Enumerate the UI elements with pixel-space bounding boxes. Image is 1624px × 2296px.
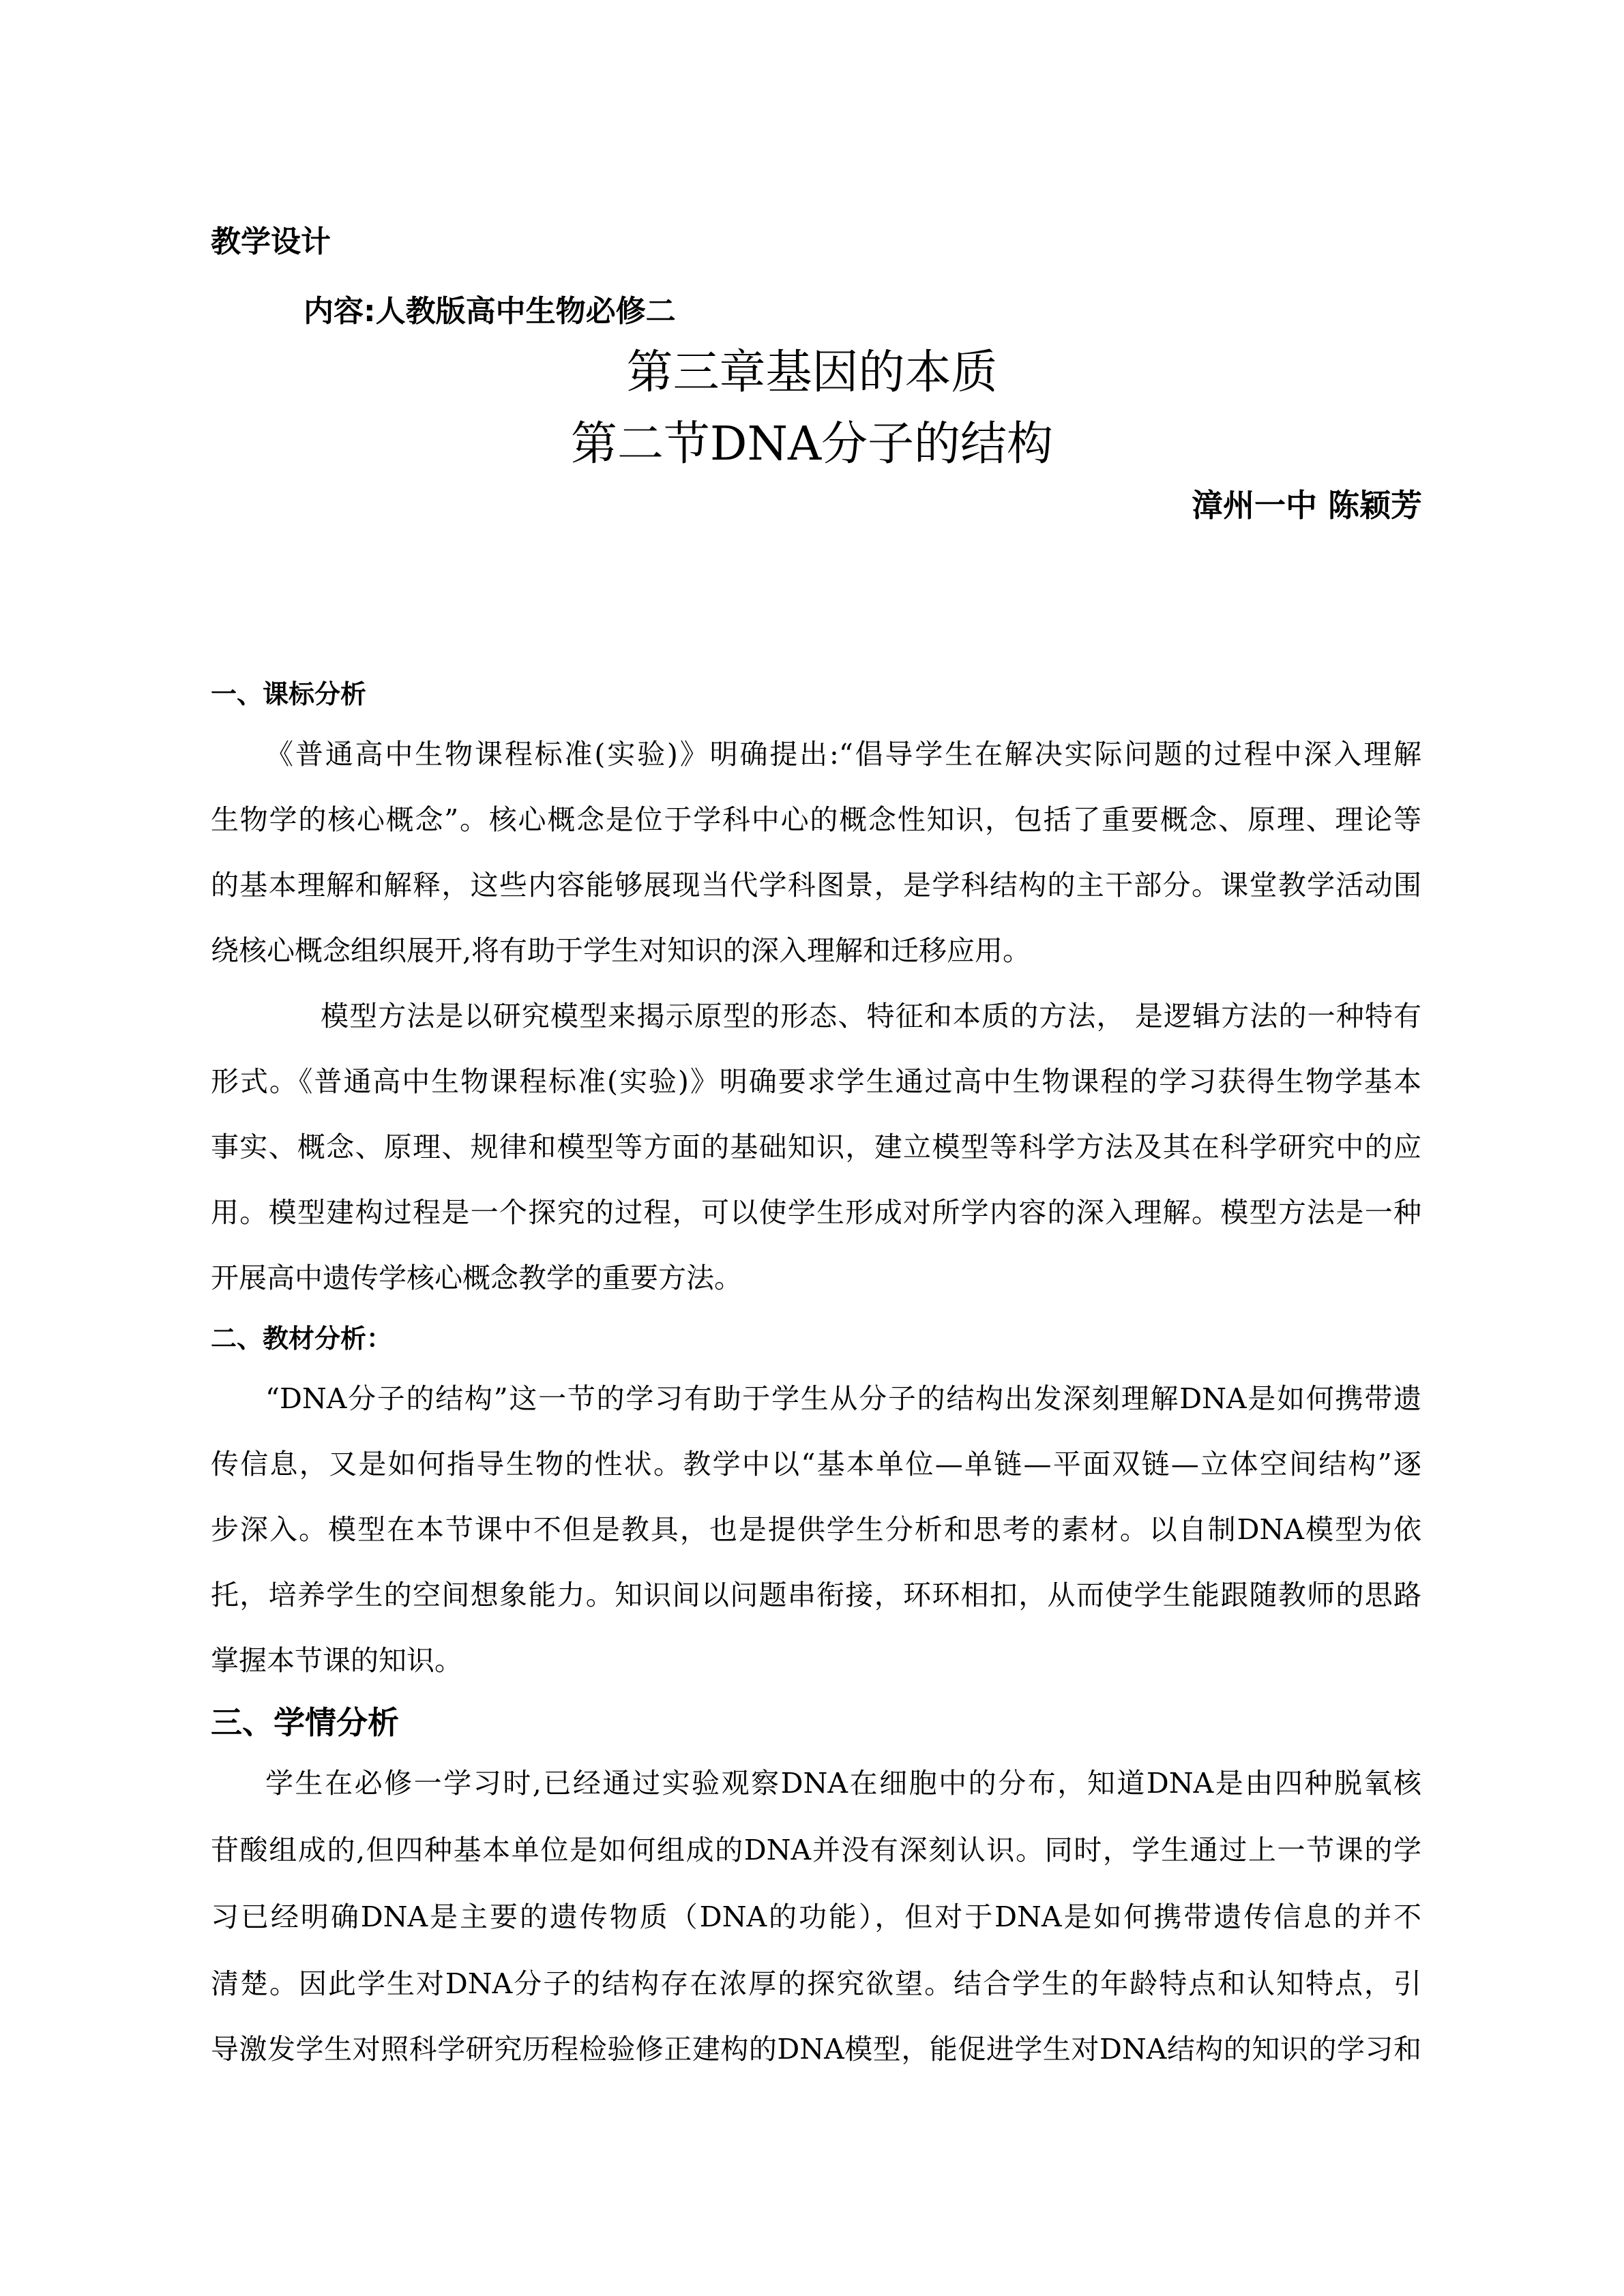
paragraph-line: 形式。《普通高中生物课程标准(实验)》明确要求学生通过高中生物课程的学习获得生物学基本 xyxy=(211,1065,1421,1098)
author-line: 漳州一中 陈颖芳 xyxy=(1191,487,1422,524)
content-line: 内容:人教版高中生物必修二 xyxy=(304,294,676,329)
paragraph-line: 传信息，又是如何指导生物的性状。教学中以“基本单位—单链—平面双链—立体空间结构”逐 xyxy=(211,1448,1421,1480)
paragraph-line: 生物学的核心概念”。核心概念是位于学科中心的概念性知识，包括了重要概念、原理、理论等 xyxy=(211,803,1421,836)
paragraph-line: 习已经明确DNA是主要的遗传物质（DNA的功能），但对于DNA是如何携带遗传信息的并不 xyxy=(211,1900,1421,1933)
paragraph-line: 模型方法是以研究模型来揭示原型的形态、特征和本质的方法， 是逻辑方法的一种特有 xyxy=(321,1000,1421,1032)
section-heading: 三、学情分析 xyxy=(211,1704,399,1741)
paragraph-line: 开展高中遗传学核心概念教学的重要方法。 xyxy=(211,1262,742,1294)
paragraph-line: 托，培养学生的空间想象能力。知识间以问题串衔接，环环相扣，从而使学生能跟随教师的思路 xyxy=(211,1579,1421,1611)
paragraph-line: 事实、概念、原理、规律和模型等方面的基础知识，建立模型等科学方法及其在科学研究中的应 xyxy=(211,1131,1421,1163)
document-label: 教学设计 xyxy=(211,224,331,259)
paragraph-line: 的基本理解和解释，这些内容能够展现当代学科图景，是学科结构的主干部分。课堂教学活动围 xyxy=(211,869,1421,901)
paragraph-line: 清楚。因此学生对DNA分子的结构存在浓厚的探究欲望。结合学生的年龄特点和认知特点，引 xyxy=(211,1967,1421,2000)
section-heading: 二、教材分析： xyxy=(211,1324,393,1354)
paragraph-line: “DNA分子的结构”这一节的学习有助于学生从分子的结构出发深刻理解DNA是如何携带遗 xyxy=(265,1382,1421,1415)
paragraph-line: 掌握本节课的知识。 xyxy=(211,1644,462,1677)
section-title: 第二节DNA分子的结构 xyxy=(570,417,1054,471)
paragraph-line: 用。模型建构过程是一个探究的过程，可以使学生形成对所学内容的深入理解。模型方法是一种 xyxy=(211,1196,1421,1229)
paragraph-line: 苷酸组成的,但四种基本单位是如何组成的DNA并没有深刻认识。同时，学生通过上一节课的学 xyxy=(211,1834,1421,1866)
chapter-title: 第三章基因的本质 xyxy=(626,346,998,400)
paragraph-line: 绕核心概念组织展开,将有助于学生对知识的深入理解和迁移应用。 xyxy=(211,934,1031,967)
paragraph-line: 《普通高中生物课程标准(实验)》明确提出:“倡导学生在解决实际问题的过程中深入理解 xyxy=(265,738,1421,771)
section-heading: 一、课标分析 xyxy=(211,679,367,709)
paragraph-line: 导激发学生对照科学研究历程检验修正建构的DNA模型，能促进学生对DNA结构的知识的学习和 xyxy=(211,2033,1421,2066)
paragraph-line: 学生在必修一学习时,已经通过实验观察DNA在细胞中的分布，知道DNA是由四种脱氧核 xyxy=(265,1767,1421,1800)
paragraph-line: 步深入。模型在本节课中不但是教具，也是提供学生分析和思考的素材。以自制DNA模型为依 xyxy=(211,1513,1421,1546)
